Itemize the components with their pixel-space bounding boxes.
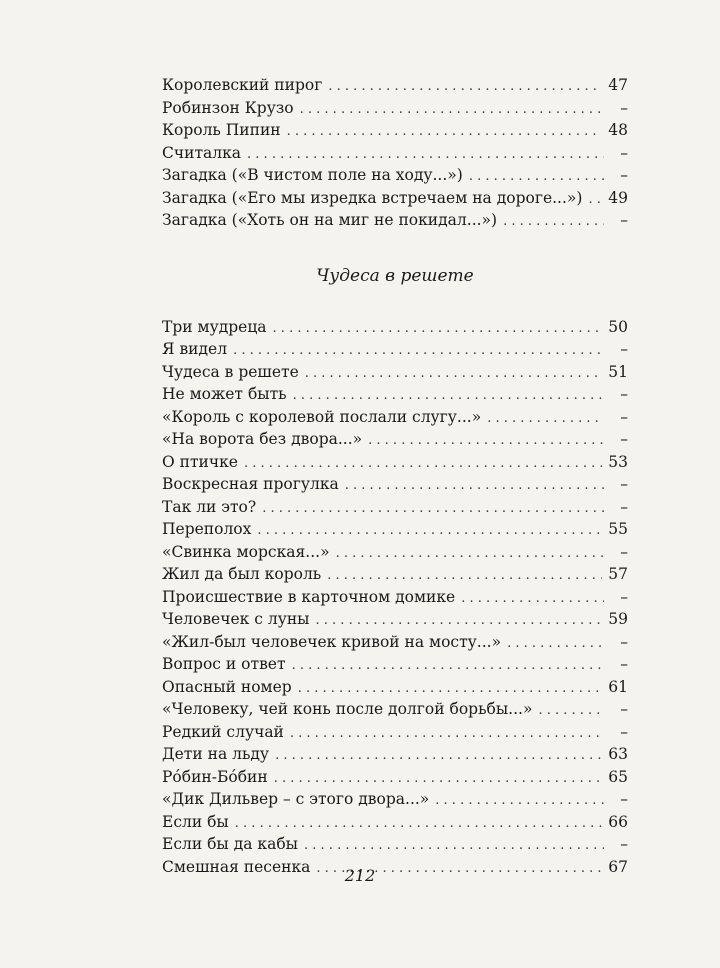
- toc-entry: [162, 698, 628, 721]
- toc-entry-title: Три мудреца: [162, 317, 267, 336]
- toc-entry-title: Опасный номер: [162, 677, 292, 696]
- toc-entry-page: –: [620, 430, 628, 448]
- toc-entry-title: «На ворота без двора...»: [162, 430, 363, 448]
- toc-leader-dots: [305, 363, 603, 386]
- toc-entry-page: –: [620, 98, 628, 117]
- toc-leader-dots: [275, 745, 602, 768]
- toc-leader-dots: [247, 144, 604, 167]
- toc-entry-title: Вопрос и ответ: [162, 655, 286, 673]
- toc-entry-title: О птичке: [162, 452, 238, 471]
- toc-entry-page: 47: [608, 76, 628, 94]
- toc-entry: [162, 811, 628, 834]
- toc-entry: [162, 164, 628, 187]
- toc-entry-title: Рóбин-Бóбин: [162, 767, 268, 786]
- toc-entry-page: 67: [608, 857, 628, 876]
- toc-entry-title: Король Пипин: [162, 121, 281, 139]
- toc-entry: [162, 653, 628, 676]
- toc-entry-title: Если бы да кабы: [162, 835, 299, 853]
- toc-leader-dots: [316, 610, 603, 633]
- toc-entry-page: 63: [608, 745, 628, 763]
- toc-leader-dots: [298, 678, 603, 701]
- toc-entry: [162, 676, 628, 699]
- toc-leader-dots: [273, 318, 603, 341]
- toc-entry-title: Происшествие в карточном домике: [162, 587, 456, 606]
- toc-entry-page: 50: [608, 317, 628, 336]
- toc-entry-page: –: [620, 790, 628, 808]
- toc-entry-page: 65: [608, 767, 628, 786]
- toc-entry-page: 59: [608, 610, 628, 628]
- toc-entry-page: –: [620, 211, 628, 229]
- toc-entry-title: Если бы: [162, 812, 229, 831]
- toc-leader-dots: [336, 543, 604, 566]
- toc-entry-title: Королевский пирог: [162, 76, 323, 94]
- toc-leader-dots: [290, 723, 604, 746]
- toc-entry: [162, 338, 628, 361]
- toc-entry-title: Я видел: [162, 340, 228, 358]
- toc-entry-page: 48: [608, 121, 628, 139]
- toc-entry-page: 57: [608, 565, 628, 583]
- toc-entry-page: –: [620, 385, 628, 403]
- toc-entry-title: Загадка («В чистом поле на ходу...»): [162, 166, 463, 184]
- toc-entry-title: Робинзон Крузо: [162, 98, 294, 117]
- toc-leader-dots: [368, 430, 604, 453]
- toc-leader-dots: [235, 813, 602, 836]
- toc-entry-title: «Дик Дильвер – с этого двора...»: [162, 790, 430, 808]
- toc-entry: [162, 563, 628, 586]
- toc-leader-dots: [287, 121, 603, 144]
- toc-leader-dots: [233, 340, 604, 363]
- toc-entry: [162, 496, 628, 519]
- toc-entry: [162, 518, 628, 541]
- toc-leader-dots: [293, 385, 604, 408]
- toc-entry: [162, 97, 628, 120]
- toc-entry-page: –: [620, 143, 628, 162]
- toc-entry: [162, 383, 628, 406]
- toc-entry: [162, 586, 628, 609]
- toc-entry-page: –: [620, 835, 628, 853]
- toc-leader-dots: [345, 475, 604, 498]
- toc-entry-title: Загадка («Его мы изредка встречаем на дороге...»): [162, 188, 583, 207]
- toc-entry-page: –: [620, 475, 628, 493]
- toc-entry-title: Редкий случай: [162, 722, 284, 741]
- toc-entry-page: 53: [608, 452, 628, 471]
- toc-leader-dots: [538, 700, 604, 723]
- toc-leader-dots: [244, 453, 602, 476]
- toc-entry: [162, 788, 628, 811]
- toc-entry-page: –: [620, 655, 628, 673]
- toc-entry-title: «Человеку, чей конь после долгой борьбы...»: [162, 700, 533, 718]
- toc-leader-dots: [274, 768, 603, 791]
- toc-leader-dots: [487, 408, 604, 431]
- section-heading: Чудеса в решете: [316, 265, 474, 286]
- toc-entry-page: –: [620, 497, 628, 516]
- toc-entry-title: Загадка («Хоть он на миг не покидал...»): [162, 211, 498, 229]
- toc-entry-page: 66: [608, 812, 628, 831]
- toc-entry: [162, 541, 628, 564]
- toc-entry-page: –: [620, 542, 628, 561]
- toc-entry-title: Не может быть: [162, 385, 287, 403]
- toc-entry: [162, 74, 628, 97]
- toc-entry-title: Считалка: [162, 143, 242, 162]
- toc-entry: [162, 187, 628, 210]
- toc-entry: [162, 721, 628, 744]
- toc-leader-dots: [469, 166, 604, 189]
- toc-entry-page: –: [620, 587, 628, 606]
- toc-leader-dots: [304, 835, 604, 858]
- toc-entry-page: 49: [608, 188, 628, 207]
- toc-entry: [162, 833, 628, 856]
- toc-entry: [162, 451, 628, 474]
- toc-entry-title: Смешная песенка: [162, 857, 311, 876]
- toc-entry-title: Воскресная прогулка: [162, 475, 339, 493]
- toc-entry: [162, 428, 628, 451]
- toc-entry-title: Так ли это?: [162, 497, 257, 516]
- toc-entry: [162, 209, 628, 232]
- toc-leader-dots: [461, 588, 604, 611]
- toc-entry-title: Дети на льду: [162, 745, 270, 763]
- toc-entry-page: 61: [608, 677, 628, 696]
- toc-entry: [162, 316, 628, 339]
- toc-entry-title: «Жил-был человечек кривой на мосту...»: [162, 632, 502, 651]
- toc-entry-page: –: [620, 632, 628, 651]
- toc-group-1: [162, 74, 628, 232]
- toc-entry-title: Чудеса в решете: [162, 362, 299, 381]
- toc-leader-dots: [292, 655, 604, 678]
- toc-leader-dots: [503, 211, 604, 234]
- toc-entry-title: Переполох: [162, 520, 252, 538]
- toc-leader-dots: [507, 633, 604, 656]
- toc-entry: [162, 119, 628, 142]
- toc-entry-page: 51: [608, 362, 628, 381]
- toc-entry: [162, 361, 628, 384]
- toc-entry: [162, 473, 628, 496]
- toc-entry-title: Жил да был король: [162, 565, 322, 583]
- toc-entry-page: –: [620, 722, 628, 741]
- toc-entry: [162, 142, 628, 165]
- toc-leader-dots: [300, 99, 604, 122]
- toc-entry: [162, 608, 628, 631]
- toc-entry: [162, 631, 628, 654]
- toc-entry: [162, 406, 628, 429]
- toc-entry-page: –: [620, 407, 628, 426]
- toc-leader-dots: [435, 790, 604, 813]
- toc-entry-title: «Свинка морская...»: [162, 542, 330, 561]
- toc-entry-page: –: [620, 700, 628, 718]
- toc-entry-page: –: [620, 166, 628, 184]
- toc-entry: [162, 743, 628, 766]
- toc-leader-dots: [588, 189, 602, 212]
- page-number: 212: [344, 866, 376, 885]
- toc-entry: [162, 766, 628, 789]
- toc-leader-dots: [257, 520, 602, 543]
- toc-entry-title: Человечек с луны: [162, 610, 310, 628]
- table-of-contents: [162, 74, 628, 878]
- toc-leader-dots: [327, 565, 602, 588]
- toc-group-2: [162, 316, 628, 879]
- toc-entry-title: «Король с королевой послали слугу...»: [162, 407, 482, 426]
- toc-leader-dots: [328, 76, 602, 99]
- toc-entry-page: –: [620, 340, 628, 358]
- toc-leader-dots: [262, 498, 604, 521]
- toc-entry-page: 55: [608, 520, 628, 538]
